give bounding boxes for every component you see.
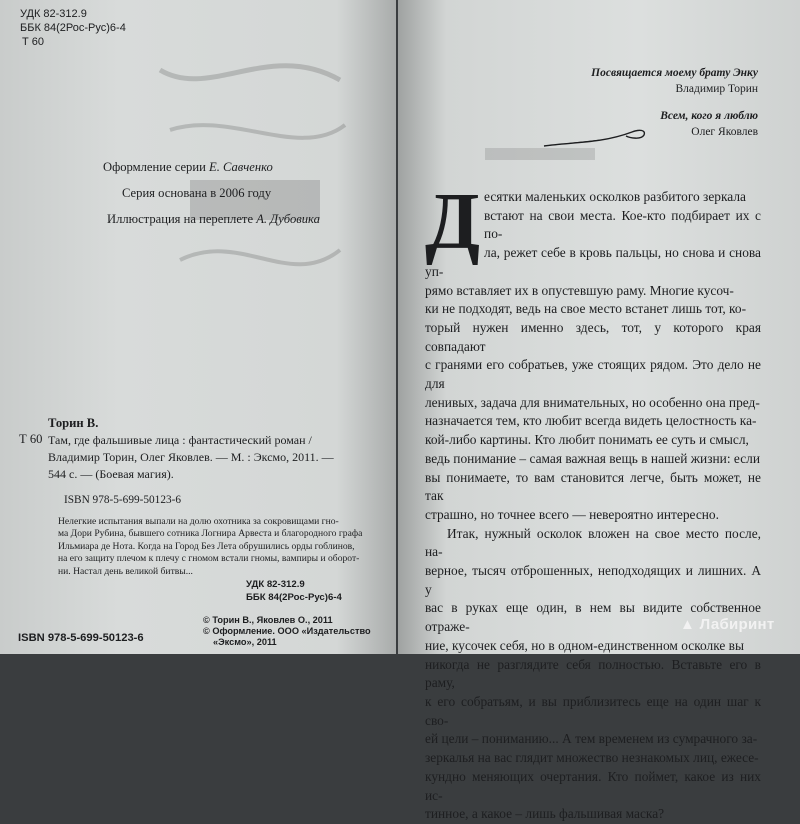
copyright-line: «Эксмо», 2011 bbox=[213, 637, 277, 647]
udk-top: УДК 82-312.9 bbox=[20, 8, 87, 20]
text-line: торый нужен именно здесь, тот, у которого края совпадают bbox=[425, 319, 761, 354]
text-line: к его собратьям, и вы приблизитесь еще на один шаг к сво- bbox=[425, 693, 761, 728]
series-design-line bbox=[103, 160, 273, 175]
copyright-line: © Оформление. ООО «Издательство bbox=[203, 626, 371, 636]
text-line: встают на свои места. Кое-кто подбирает их с по- bbox=[484, 207, 761, 242]
annotation-line: ма Дори Рубина, бывшего сотника Логнира Арвеста и благородного графа bbox=[58, 528, 363, 540]
text-line: вы понимаете, то вам становится легче, быть может, не так bbox=[425, 469, 761, 504]
drop-cap: Д bbox=[425, 178, 481, 266]
code-top: Т 60 bbox=[22, 36, 45, 48]
isbn-bottom: ISBN 978-5-699-50123-6 bbox=[18, 632, 144, 644]
illustration-label: Иллюстрация на переплете bbox=[107, 212, 254, 226]
left-page bbox=[0, 0, 396, 654]
text-line: ей цели – пониманию... А тем временем из сумрачного за- bbox=[425, 731, 758, 747]
text-line: есятки маленьких осколков разбитого зеркала bbox=[484, 189, 746, 204]
text-line: верное, тысяч отброшенных, неподходящих и лишних. А у bbox=[425, 563, 761, 597]
design-name: Е. Савченко bbox=[209, 160, 273, 174]
dedication-1-author: Владимир Торин bbox=[675, 83, 758, 95]
bbk-bottom: ББК 84(2Рос-Рус)6-4 bbox=[246, 592, 342, 603]
isbn-inline: ISBN 978-5-699-50123-6 bbox=[64, 494, 182, 506]
annotation-line: Нелегкие испытания выпали на долю охотника за сокровищами гно- bbox=[58, 516, 339, 527]
watermark-text: Лабиринт bbox=[699, 616, 775, 633]
text-line: никогда не разглядите себя полностью. Вставьте его в раму, bbox=[425, 656, 761, 691]
udk-bottom: УДК 82-312.9 bbox=[246, 579, 305, 590]
copyright-line: © Торин В., Яковлев О., 2011 bbox=[203, 615, 333, 625]
copyright-block bbox=[203, 615, 371, 648]
text-line: кундно меняющих очертания. Кто поймет, какое из них ис- bbox=[425, 768, 761, 803]
text-line: ла, режет себе в кровь пальцы, но снова и снова уп- bbox=[425, 245, 761, 279]
author-heading: Торин В. bbox=[48, 416, 99, 430]
ornament-flourish bbox=[540, 124, 650, 154]
biblio-line: Там, где фальшивые лица : фантастический роман / bbox=[48, 433, 312, 447]
catalog-code: Т 60 bbox=[19, 432, 43, 446]
series-founded: Серия основана в 2006 году bbox=[122, 186, 272, 200]
biblio-line: Владимир Торин, Олег Яковлев. — М. : Эксмо, 2011. — bbox=[48, 450, 334, 464]
text-line: ведь понимание – самая важная вещь в нашей жизни: если bbox=[425, 450, 760, 466]
watermark-icon: ▲ bbox=[680, 616, 696, 633]
paragraph-2 bbox=[425, 525, 761, 824]
dedication-2: Всем, кого я люблю bbox=[660, 110, 758, 122]
text-line: ние, кусочек себя, но в одном-единственном осколке вы bbox=[425, 637, 744, 653]
text-line: ленивых, задача для внимательных, но особенно она пред- bbox=[425, 394, 760, 410]
annotation-line: на его защиту плечом к плечу с гномом встали гномы, вампиры и оборот- bbox=[58, 553, 360, 565]
illustration-name: А. Дубовика bbox=[256, 212, 320, 226]
illustration-line bbox=[107, 212, 320, 227]
text-line: кой-либо картины. Кто любит понимать ее суть и смысл, bbox=[425, 432, 749, 448]
bibliographic-record bbox=[48, 432, 388, 483]
text-line: с гранями его собратьев, уже стоящих рядом. Это дело не для bbox=[425, 357, 761, 392]
text-line: ки не подходят, ведь на свое место встанет лишь тот, ко- bbox=[425, 301, 747, 317]
dedication-2-author: Олег Яковлев bbox=[691, 126, 758, 138]
biblio-line: 544 с. — (Боевая магия). bbox=[48, 467, 174, 481]
text-line: страшно, но точнее всего — невероятно интересно. bbox=[425, 506, 719, 522]
dedication-1: Посвящается моему брату Энку bbox=[591, 67, 758, 79]
text-line: назначается тем, кто любит всегда видеть целостность ка- bbox=[425, 413, 757, 429]
text-line: вас в руках еще один, в нем вы видите собственное отраже- bbox=[425, 600, 761, 635]
main-text bbox=[425, 178, 761, 824]
annotation-line: Ильмиара де Нота. Когда на Город Без Лета обрушились орды гоблинов, bbox=[58, 540, 355, 552]
text-line: Итак, нужный осколок вложен на свое место после, на- bbox=[425, 525, 761, 560]
text-line: тинное, а какое – лишь фальшивая маска? bbox=[425, 806, 665, 822]
annotation-line: ни. Настал день великой битвы... bbox=[58, 565, 193, 577]
text-line: рямо вставляет их в опустевшую раму. Многие кусоч- bbox=[425, 282, 734, 298]
watermark-logo bbox=[680, 616, 775, 633]
annotation bbox=[58, 516, 388, 578]
text-line: зеркалья на вас глядит множество незнакомых лиц, ежесе- bbox=[425, 750, 759, 766]
design-label: Оформление серии bbox=[103, 160, 206, 174]
bbk-top: ББК 84(2Рос-Рус)6-4 bbox=[20, 22, 126, 34]
